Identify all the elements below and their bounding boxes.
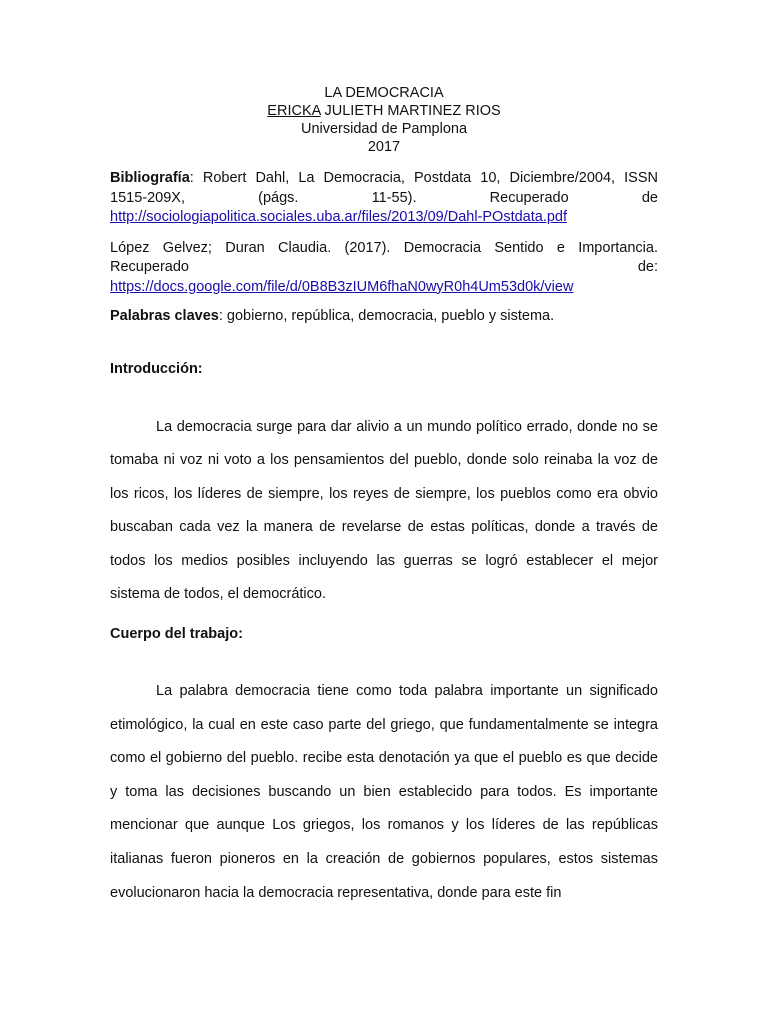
bibliography-entry-2: [110, 239, 658, 298]
university: Universidad de Pamplona: [300, 121, 468, 137]
body-paragraph: La palabra democracia tiene como toda palabra importante un significado etimológico, la cual en este caso parte del griego, que fundamentalmente se integra como el gobierno del pueblo. recibe esta denotación ya que el pueblo es que decide y toma las decisiones buscando un bien establecido para todos. Es importante mencionar que aunque Los griegos, los romanos y los líderes de las repúblicas italianas fueron pioneros en la creación de gobiernos populares, estos sistemas evolucionaron hacia la democracia representativa, donde para este fin: [110, 683, 658, 901]
document-page: [110, 84, 658, 910]
title-block: [110, 84, 658, 156]
bibliography-label: Bibliografía: [110, 170, 190, 186]
bibliography-link-2[interactable]: https://docs.google.com/file/d/0B8B3zIUM6fhaN0wyR0h4Um53d0k/view: [110, 278, 574, 295]
bibliography-text-1: : Robert Dahl, La Democracia, Postdata 10, Diciembre/2004, ISSN 1515-209X, (págs. 11-55). Recuperado de: [110, 170, 658, 206]
author-line: [110, 102, 658, 120]
keywords-label: Palabras claves: [110, 308, 219, 324]
intro-heading: Introducción:: [110, 360, 203, 377]
author-first-name: ERICKA: [267, 103, 321, 119]
document-title: LA DEMOCRACIA: [324, 85, 444, 101]
author-rest: JULIETH MARTINEZ RIOS: [320, 103, 501, 119]
keywords-text: : gobierno, república, democracia, pueblo y sistema.: [218, 308, 555, 324]
bibliography-text-2: López Gelvez; Duran Claudia. (2017). Democracia Sentido e Importancia. Recuperado de:: [110, 239, 658, 275]
bibliography-entry-1: [110, 169, 658, 228]
bibliography-link-1[interactable]: http://sociologiapolitica.sociales.uba.ar/files/2013/09/Dahl-POstdata.pdf: [110, 209, 568, 225]
intro-paragraph: La democracia surge para dar alivio a un mundo político errado, donde no se tomaba ni voz ni voto a los pensamientos del pueblo, donde solo reinaba la voz de los ricos, los líderes de siempre, los reyes de siempre, los pueblos como era obvio buscaban cada vez la manera de revelarse de estas políticas, donde a través de todos los medios posibles incluyendo las guerras se logró establecer el mejor sistema de todos, el democrático.: [110, 418, 658, 603]
body-heading: Cuerpo del trabajo:: [110, 626, 243, 643]
year: 2017: [367, 139, 401, 155]
keywords-line: [110, 307, 658, 327]
